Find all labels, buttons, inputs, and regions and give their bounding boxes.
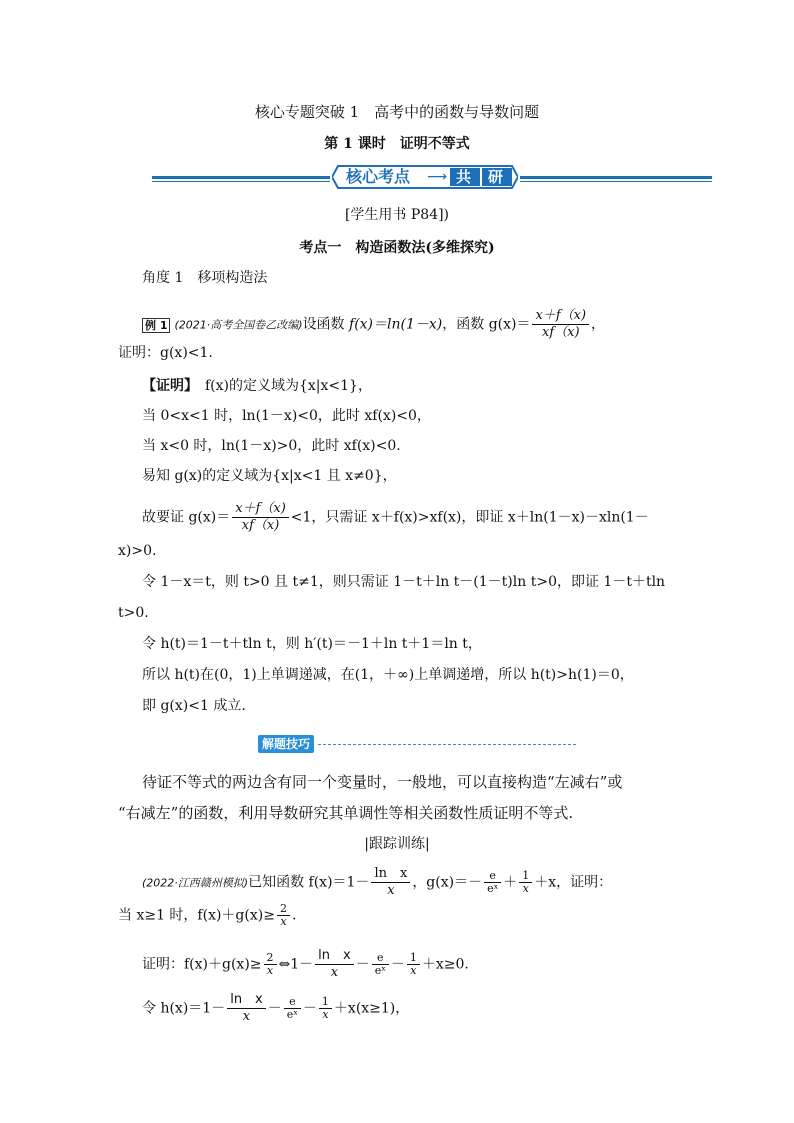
banner-mid-text: 共	[456, 168, 472, 186]
banner-left-text: 核心考点	[346, 167, 411, 186]
training-question-1: (2022·江西赣州模拟)已知函数 f(x)＝1－ $\frac{\text{ln x}}{x}$ ，g(x)＝－ $\frac{e}{\text{eˣ}}$ ＋ $\frac{1}{x}$ ＋x，证明：	[142, 866, 613, 898]
training-question-2: 当 x≥1 时，f(x)＋g(x)≥ $\frac{2}{x}$ .	[118, 902, 297, 928]
banner-rule-right-thin	[520, 181, 712, 182]
tip-line-2: “右减左”的函数，利用导数研究其单调性等相关函数性质证明不等式.	[118, 804, 574, 822]
proof-line-10: 所以 h(t)在(0，1)上单调递减，在(1，＋∞)上单调递增，所以 h(t)>h(1)＝0，	[142, 667, 634, 683]
solving-tip-badge: 解题技巧	[258, 735, 314, 753]
banner-rule-left	[152, 176, 330, 179]
lesson-title: 第 1 课时 证明不等式	[324, 136, 470, 152]
banner-rule-left-thin	[152, 181, 330, 182]
proof-line-11: 即 g(x)<1 成立.	[142, 698, 246, 714]
proof-line-7: 令 1－x＝t，则 t>0 且 t≠1，则只需证 1－t＋ln t－(1－t)ln t>0，即证 1－t＋tln	[142, 574, 666, 590]
proof-line-5: 故要证 g(x)＝ $\frac{x+f(x)}{xf(x)}$ <1，只需证 x＋f(x)>xf(x)，即证 x＋ln(1－x)－xln(1－	[142, 501, 649, 533]
angle-heading: 角度 1 移项构造法	[142, 270, 268, 286]
example-line-1: 例 1 (2021·高考全国卷乙改编)设函数 f(x)＝ln(1－x)，函数 g(x)＝ $\frac{x+f(x)}{xf(x)}$ ，	[142, 308, 605, 341]
proof-label: 【证明】	[142, 378, 191, 394]
proof-line-9: 令 h(t)＝1－t＋tln t，则 h′(t)＝－1＋ln t＋1＝ln t，	[142, 636, 482, 652]
proof-line-6: x)>0.	[118, 543, 157, 559]
proof-line-4: 易知 g(x)的定义域为{x|x<1 且 x≠0}，	[142, 468, 397, 484]
chapter-title: 核心专题突破 1 高考中的函数与导数问题	[254, 103, 540, 121]
banner-right-text: 研	[488, 168, 504, 186]
arrow-right-icon: ⟶	[427, 169, 448, 185]
tip-divider	[318, 744, 576, 745]
banner-rule-right	[520, 176, 712, 179]
proof-line-2: 当 0<x<1 时，ln(1－x)<0，此时 xf(x)<0，	[142, 408, 431, 424]
training-answer-2: 令 h(x)＝1－ $\frac{\text{ln x}}{x}$ － $\frac{e}{\text{eˣ}}$ － $\frac{1}{x}$ ＋x(x≥1)，	[142, 992, 410, 1024]
g-fraction: $\frac{x+f(x)}{xf(x)}$	[532, 308, 589, 341]
proof-line-1: 【证明】 f(x)的定义域为{x|x<1}，	[142, 378, 372, 394]
example-source: (2021·高考全国卷乙改编)	[174, 318, 303, 332]
training-answer-1: 证明：f(x)＋g(x)≥ $\frac{2}{x}$ ⇔1－ $\frac{\text{ln x}}{x}$ － $\frac{e}{\text{eˣ}}$ － $\frac{1}{x}$ ＋x≥0.	[142, 948, 469, 980]
tip-line-1: 待证不等式的两边含有同一个变量时，一般地，可以直接构造“左减右”或	[142, 773, 623, 791]
book-reference: [学生用书 P84])	[344, 207, 450, 223]
example-line-2: 证明：g(x)<1.	[118, 345, 213, 361]
example-badge: 例 1	[142, 318, 170, 333]
proof-line-3: 当 x<0 时，ln(1－x)>0，此时 xf(x)<0.	[142, 438, 401, 454]
training-heading: |跟踪训练|	[364, 836, 430, 852]
proof-line-8: t>0.	[118, 605, 149, 621]
training-source: (2022·江西赣州模拟)	[142, 876, 249, 890]
exam-point-heading: 考点一 构造函数法(多维探究)	[299, 240, 495, 256]
